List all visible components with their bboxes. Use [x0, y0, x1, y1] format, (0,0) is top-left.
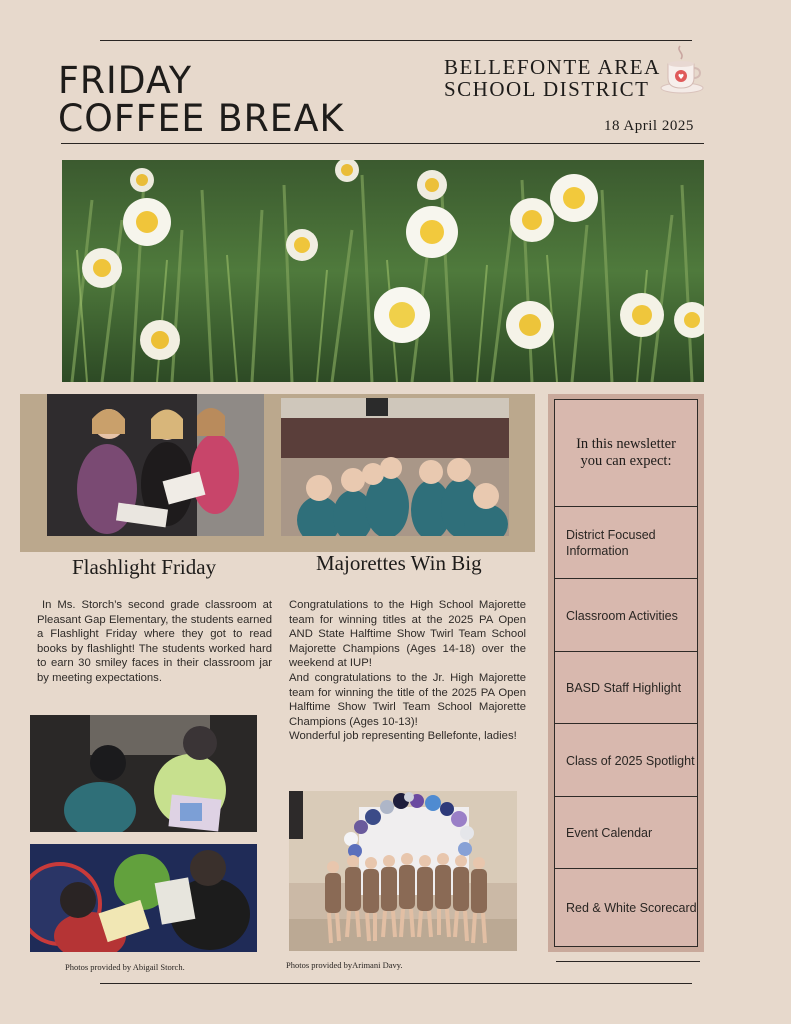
daffodil-hero-photo: [62, 160, 704, 382]
contents-item-district-info: District Focused Information: [555, 508, 697, 579]
flashlight-reading-photo-2: [30, 715, 257, 832]
newsletter-title: FRIDAY COFFEE BREAK: [58, 59, 345, 140]
flashlight-friday-heading: Flashlight Friday: [72, 555, 217, 579]
contents-item-event-calendar: Event Calendar: [555, 798, 697, 869]
contents-heading: In this newsletter you can expect:: [555, 400, 697, 507]
contents-item-classroom-activities: Classroom Activities: [555, 581, 697, 652]
featured-photos-band: [20, 394, 535, 552]
flashlight-reading-photo-3: [30, 844, 257, 952]
flashlight-photo-credit: Photos provided by Abigail Storch.: [65, 962, 185, 972]
masthead-rule: [61, 143, 704, 144]
majorettes-photo-credit: Photos provided byArimani Davy.: [286, 960, 403, 970]
top-rule: [100, 40, 692, 41]
bottom-rule: [100, 983, 692, 984]
flashlight-reading-photo: [47, 394, 264, 536]
coffee-cup-icon: [658, 44, 706, 96]
svg-text:♥: ♥: [677, 73, 685, 81]
majorettes-heading: Majorettes Win Big: [316, 551, 482, 575]
contents-box: [554, 399, 698, 947]
newsletter-contents-panel: [548, 394, 704, 952]
majorettes-trophy-photo: [281, 398, 509, 536]
contents-item-staff-highlight: BASD Staff Highlight: [555, 653, 697, 724]
jr-high-majorettes-photo: [289, 791, 517, 951]
sidebar-bottom-rule: [556, 961, 700, 962]
district-name: BELLEFONTE AREA SCHOOL DISTRICT: [444, 55, 661, 101]
contents-item-class-spotlight: Class of 2025 Spotlight: [555, 726, 697, 797]
contents-item-scorecard: Red & White Scorecard: [566, 900, 697, 915]
majorettes-body: Congratulations to the High School Majorette team for winning titles at the 2025 PA Open AND State Halftime Show Twirl Team School Majorette Champions (Ages 14-18) over the weekend at IUP! And congratulations to the Jr. High Majorette team for winning the title of the 2025 PA Open Halftime Show Twirl Team School Majorette Champions (Ages 10-13)! Wonderful job representing Bellefonte, ladies!: [289, 599, 526, 743]
issue-date: 18 April 2025: [604, 118, 694, 134]
flashlight-friday-body: In Ms. Storch’s second grade classroom at Pleasant Gap Elementary, the students earned a Flashlight Friday where they got to read books by flashlight! The students worked hard to earn 30 smiley faces in their classroom jar by meeting expectations.: [37, 599, 272, 684]
